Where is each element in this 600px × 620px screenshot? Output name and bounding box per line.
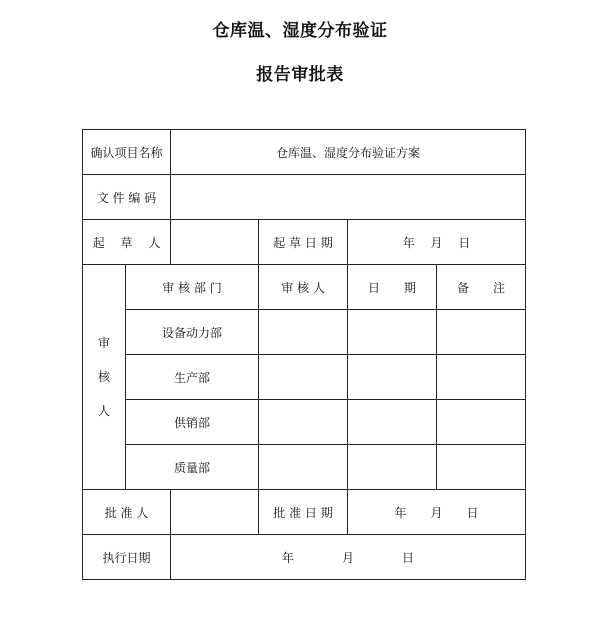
review-row bbox=[83, 445, 526, 490]
reviewer-char-3: 人 bbox=[97, 404, 110, 418]
doc-code-label: 文 件 编 码 bbox=[83, 175, 171, 220]
doc-code-value[interactable] bbox=[171, 175, 526, 220]
review-dept-header: 审 核 部 门 bbox=[126, 265, 259, 310]
review-reviewer-cell[interactable] bbox=[259, 445, 348, 490]
review-note-cell[interactable] bbox=[437, 400, 526, 445]
approver-label: 批 准 人 bbox=[83, 490, 171, 535]
drafter-label: 起 草 人 bbox=[83, 220, 171, 265]
exec-date-value[interactable]: 年 月 日 bbox=[171, 535, 526, 580]
reviewer-char-1: 审 bbox=[97, 336, 110, 350]
project-name-label: 确认项目名称 bbox=[83, 130, 171, 175]
draft-date-value[interactable]: 年 月 日 bbox=[348, 220, 526, 265]
reviewer-header: 审 核 人 bbox=[259, 265, 348, 310]
approve-date-label: 批 准 日 期 bbox=[259, 490, 348, 535]
review-date-cell[interactable] bbox=[348, 310, 437, 355]
approver-row bbox=[83, 490, 526, 535]
review-note-cell[interactable] bbox=[437, 355, 526, 400]
review-dept: 设备动力部 bbox=[126, 310, 259, 355]
reviewer-char-2: 核 bbox=[97, 370, 110, 384]
review-dept: 质量部 bbox=[126, 445, 259, 490]
document-title: 仓库温、湿度分布验证 bbox=[212, 21, 388, 41]
doc-code-row bbox=[83, 175, 526, 220]
review-date-cell[interactable] bbox=[348, 355, 437, 400]
approval-form-table bbox=[82, 129, 526, 580]
drafter-value[interactable] bbox=[171, 220, 259, 265]
project-name-value[interactable]: 仓库温、湿度分布验证方案 bbox=[171, 130, 526, 175]
exec-date-row bbox=[83, 535, 526, 580]
review-dept: 供销部 bbox=[126, 400, 259, 445]
review-date-cell[interactable] bbox=[348, 400, 437, 445]
review-reviewer-cell[interactable] bbox=[259, 355, 348, 400]
review-note-cell[interactable] bbox=[437, 445, 526, 490]
review-row bbox=[83, 355, 526, 400]
drafter-row bbox=[83, 220, 526, 265]
exec-date-label: 执行日期 bbox=[83, 535, 171, 580]
document-subtitle: 报告审批表 bbox=[256, 65, 344, 85]
review-note-header: 备 注 bbox=[437, 265, 526, 310]
review-reviewer-cell[interactable] bbox=[259, 400, 348, 445]
review-row bbox=[83, 400, 526, 445]
reviewer-group-label bbox=[83, 265, 126, 490]
approve-date-value[interactable]: 年 月 日 bbox=[348, 490, 526, 535]
review-date-cell[interactable] bbox=[348, 445, 437, 490]
project-name-row bbox=[83, 130, 526, 175]
draft-date-label: 起 草 日 期 bbox=[259, 220, 348, 265]
review-dept: 生产部 bbox=[126, 355, 259, 400]
approver-value[interactable] bbox=[171, 490, 259, 535]
review-note-cell[interactable] bbox=[437, 310, 526, 355]
review-header-row bbox=[83, 265, 526, 310]
review-row bbox=[83, 310, 526, 355]
review-date-header: 日 期 bbox=[348, 265, 437, 310]
review-reviewer-cell[interactable] bbox=[259, 310, 348, 355]
